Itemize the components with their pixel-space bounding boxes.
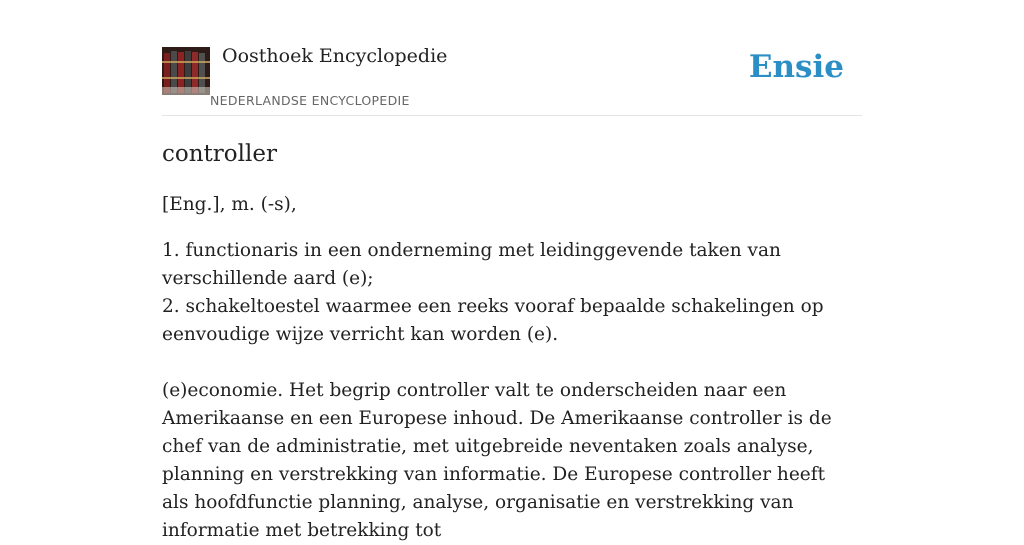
entry-body-text: (e)economie. Het begrip controller valt te onderscheiden naar een Amerikaanse en een Europese inhoud. De Amerikaanse controller is de chef van de administratie, met uitgebreide neventaken zoals analyse, planning en verstrekking van informatie. De Europese controller heeft als hoofdfunctie planning, analyse, organisatie en verstrekking van informatie met betrekking tot (162, 380, 832, 541)
definition-item: 2. schakeltoestel waarmee een reeks vooraf bepaalde schakelingen op eenvoudige wijze verricht kan worden (e). (162, 296, 824, 345)
page (162, 0, 862, 545)
site-title[interactable]: Oosthoek Encyclopedie (222, 45, 448, 67)
entry-term: controller (162, 141, 277, 167)
encyclopedia-books-icon[interactable] (162, 47, 210, 95)
entry-grammar: [Eng.], m. (-s), (162, 194, 297, 215)
site-subtitle: NEDERLANDSE ENCYCLOPEDIE (210, 93, 410, 108)
ensie-logo-link[interactable]: Ensie (748, 49, 844, 85)
site-header (162, 0, 862, 116)
definition-item: 1. functionaris in een onderneming met leidinggevende taken van verschillende aard (e); (162, 240, 781, 289)
entry-definitions (162, 237, 862, 349)
